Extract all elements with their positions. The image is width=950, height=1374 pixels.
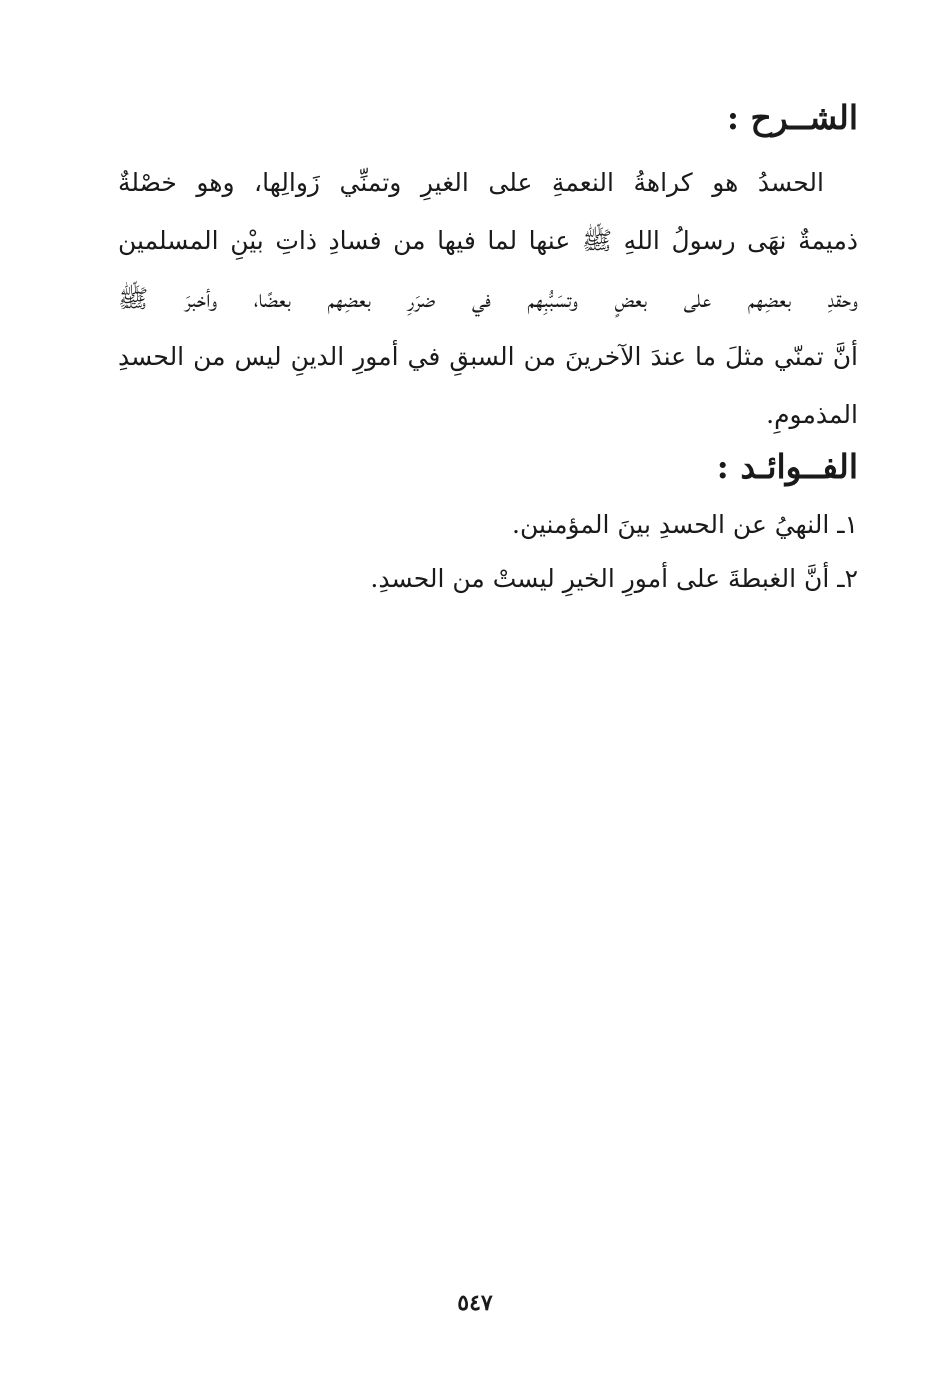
- sharh-paragraph: [118, 154, 858, 444]
- paragraph-line: أنَّ تمنّي مثلَ ما عندَ الآخرينَ من السبقِ في أمورِ الدينِ ليس من الحسدِ: [118, 342, 858, 371]
- fawaid-heading: الفــوائـد :: [716, 447, 858, 486]
- paragraph-line: وحقدِ بعضِهم على بعضٍ وتسَبُّبِهم في ضرَرِ بعضِهم بعضًا، وأخبرَ ﷺ: [118, 284, 858, 313]
- list-item: ٢ـ أنَّ الغبطةَ على أمورِ الخيرِ ليستْ من الحسدِ.: [370, 564, 858, 593]
- paragraph-line: ذميمةٌ نهَى رسولُ اللهِ ﷺ عنها لما فيها من فسادِ ذاتِ بيْنِ المسلمين: [118, 226, 858, 255]
- page-number: ٥٤٧: [457, 1290, 493, 1316]
- paragraph-line: المذمومِ.: [766, 400, 858, 429]
- fawaid-list: [118, 498, 858, 606]
- paragraph-line: الحسدُ هو كراهةُ النعمةِ على الغيرِ وتمنِّي زَوالِها، وهو خصْلةٌ: [118, 168, 824, 197]
- list-item: ١ـ النهيُ عن الحسدِ بينَ المؤمنين.: [512, 510, 858, 539]
- sharh-heading: الشــرح :: [726, 98, 858, 137]
